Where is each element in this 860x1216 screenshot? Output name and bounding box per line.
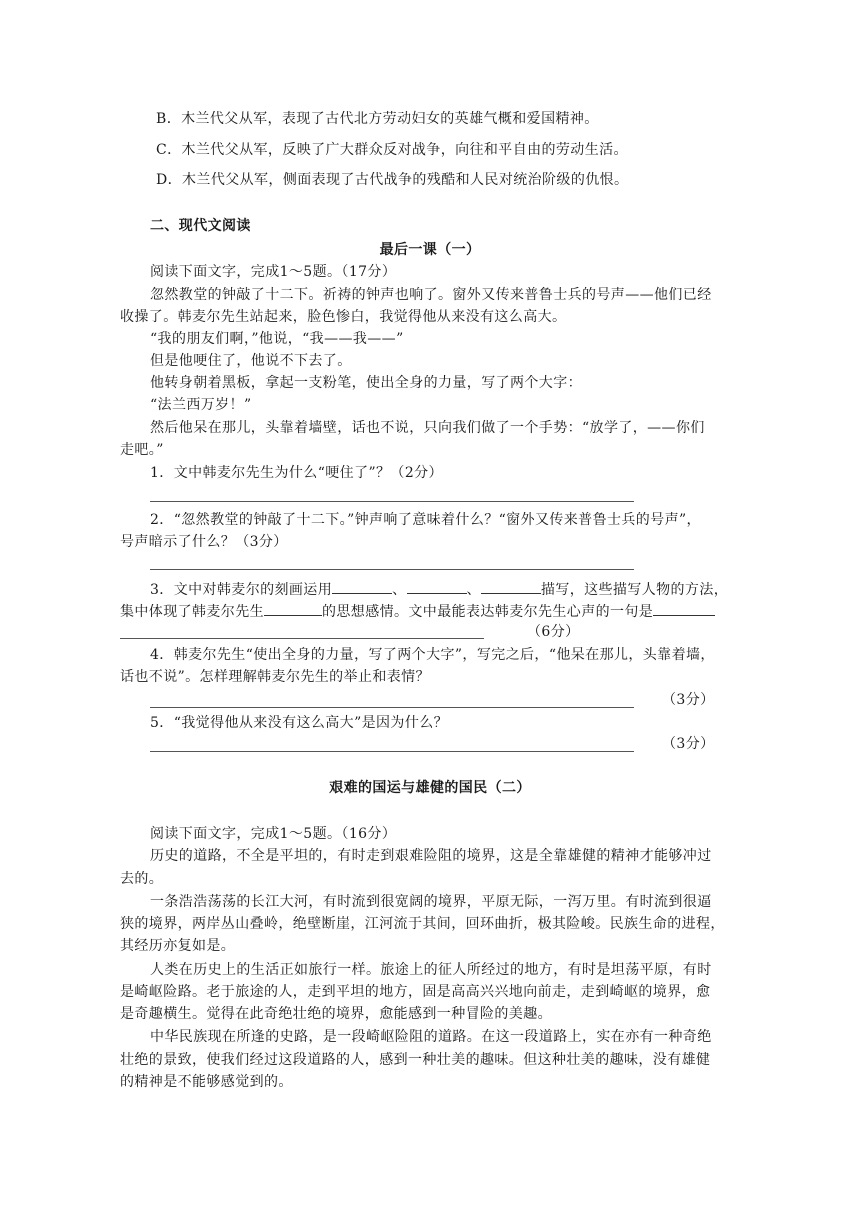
passage1-line: 他转身朝着黑板，拿起一支粉笔，使出全身的力量，写了两个大字： — [150, 375, 582, 391]
question-3-text-2: 描写，这些描写人物的方法， — [540, 582, 729, 598]
answer-line-q5[interactable] — [150, 751, 634, 752]
question-5: 5．“我觉得他从来没有这么高大”是因为什么？ — [150, 715, 449, 731]
passage1-line: 然后他呆在那儿，头靠着墙壁，话也不说，只向我们做了一个手势：“放学了，——你们 — [150, 420, 705, 436]
passage2-line: 壮绝的景致，使我们经过这段道路的人，感到一种壮美的趣味。但这种壮美的趣味，没有雄健 — [120, 1052, 711, 1068]
question-3-text-4: 的思想感情。文中最能表达韩麦尔先生心声的一句是 — [322, 604, 654, 620]
passage2-line: 人类在历史上的生活正如旅行一样。旅途上的征人所经过的地方，有时是坦荡平原，有时 — [150, 962, 712, 978]
passage1-line: 忽然教堂的钟敲了十二下。祈祷的钟声也响了。窗外又传来普鲁士兵的号声——他们已经 — [150, 287, 712, 303]
answer-line-q2[interactable] — [150, 569, 634, 570]
question-2: 2．“忽然教堂的钟敲了十二下。”钟声响了意味着什么？“窗外又传来普鲁士兵的号声”， — [150, 512, 701, 528]
option-b: B．木兰代父从军，表现了古代北方劳动妇女的英雄气概和爱国精神。 — [156, 111, 599, 127]
question-2-cont: 号声暗示了什么？（3分） — [120, 534, 288, 550]
question-3-cont — [120, 600, 715, 622]
passage2-instruction: 阅读下面文字，完成1～5题。（16分） — [150, 826, 397, 842]
separator: 、 — [466, 582, 481, 598]
passage2-line: 一条浩浩荡荡的长江大河，有时流到很宽阔的境界，平原无际，一泻万里。有时流到很逼 — [150, 894, 712, 910]
passage1-line: 收操了。韩麦尔先生站起来，脸色惨白，我觉得他从来没有这么高大。 — [120, 309, 567, 325]
question-4: 4．韩麦尔先生“使出全身的力量，写了两个大字”，写完之后，“他呆在那儿，头靠着墙， — [150, 647, 715, 663]
question-4-cont: 话也不说”。怎样理解韩麦尔先生的举止和表情？ — [120, 669, 430, 685]
blank-q3-1[interactable] — [332, 578, 392, 594]
passage1-instruction: 阅读下面文字，完成1～5题。（17分） — [150, 264, 397, 280]
passage2-title: 艰难的国运与雄健的国民（二） — [329, 780, 531, 796]
passage1-line: “我的朋友们啊，”他说，“我——我——” — [150, 331, 404, 347]
answer-line-q1[interactable] — [150, 501, 634, 502]
separator: 、 — [392, 582, 407, 598]
passage1-title: 最后一课（一） — [379, 242, 481, 258]
passage2-line: 狭的境界，两岸丛山叠岭，绝壁断崖，江河流于其间，回环曲折，极其险峻。民族生命的进程， — [120, 916, 725, 932]
option-d: D．木兰代父从军，侧面表现了古代战争的残酷和人民对统治阶级的仇恨。 — [156, 172, 629, 188]
passage2-line: 是奇趣横生。觉得在此奇绝壮绝的境界，愈能感到一种冒险的美趣。 — [120, 1006, 552, 1022]
passage1-line: 走吧。” — [120, 442, 164, 458]
question-3-text-3: 集中体现了韩麦尔先生 — [120, 604, 264, 620]
question-3 — [150, 578, 728, 600]
blank-q3-5[interactable] — [653, 600, 715, 616]
score-q4: （3分） — [662, 692, 715, 708]
passage2-line: 去的。 — [120, 871, 164, 887]
section-heading: 二、现代文阅读 — [150, 218, 251, 234]
blank-q3-2[interactable] — [407, 578, 467, 594]
blank-q3-4[interactable] — [264, 600, 322, 616]
passage2-line: 的精神是不能够感觉到的。 — [120, 1074, 293, 1090]
question-3-text: 3．文中对韩麦尔的刻画运用 — [150, 582, 333, 598]
answer-line-q4[interactable] — [150, 707, 634, 708]
passage1-line: 但是他哽住了，他说不下去了。 — [150, 353, 352, 369]
passage2-line: 历史的道路，不全是平坦的，有时走到艰难险阻的境界，这是全靠雄健的精神才能够冲过 — [150, 848, 712, 864]
passage1-line: “法兰西万岁！” — [150, 397, 252, 413]
blank-q3-3[interactable] — [481, 578, 541, 594]
answer-line-q3[interactable] — [120, 638, 484, 639]
score-q3: （6分） — [527, 624, 580, 640]
option-c: C．木兰代父从军，反映了广大群众反对战争，向往和平自由的劳动生活。 — [156, 142, 628, 158]
passage2-line: 是崎岖险路。老于旅途的人，走到平坦的地方，固是高高兴兴地向前走，走到崎岖的境界，愈 — [120, 984, 711, 1000]
passage2-line: 其经历亦复如是。 — [120, 938, 236, 954]
score-q5: （3分） — [662, 736, 715, 752]
question-1: 1．文中韩麦尔先生为什么“哽住了”？（2分） — [150, 465, 443, 481]
passage2-line: 中华民族现在所逢的史路，是一段崎岖险阻的道路。在这一段道路上，实在亦有一种奇绝 — [150, 1029, 712, 1045]
